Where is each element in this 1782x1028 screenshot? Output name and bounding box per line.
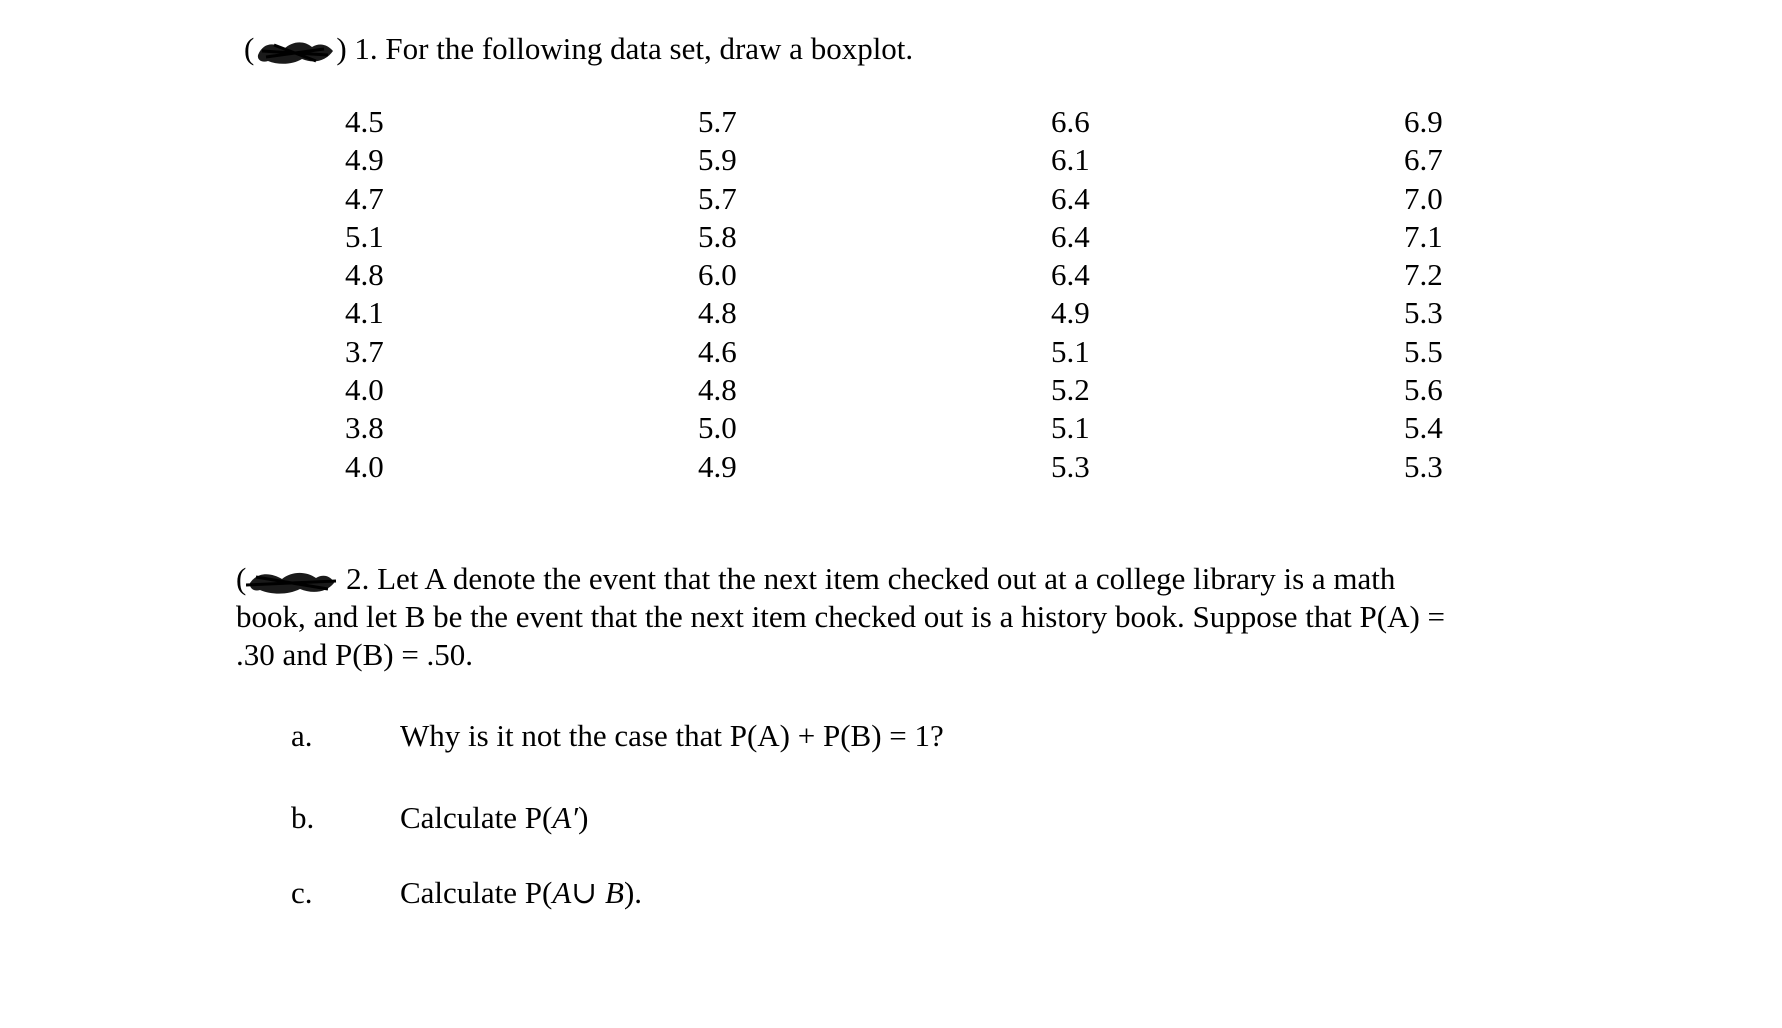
- data-column-3: [1051, 103, 1090, 486]
- data-value: 4.0: [345, 448, 384, 484]
- data-value: 6.4: [1051, 218, 1090, 254]
- open-paren: (: [244, 31, 255, 66]
- data-value: 7.0: [1404, 180, 1443, 216]
- data-value: 6.6: [1051, 104, 1090, 139]
- data-value: 5.0: [698, 410, 737, 446]
- question-1-heading: [244, 30, 913, 68]
- data-value: 7.1: [1404, 218, 1443, 254]
- question-2-line-1: [236, 560, 1546, 598]
- data-value: 5.1: [1051, 333, 1090, 369]
- part-c-text: [400, 874, 642, 912]
- data-value: 3.8: [345, 410, 384, 446]
- data-value: 5.8: [698, 218, 737, 254]
- data-value: 4.8: [345, 257, 384, 293]
- data-value: 5.1: [345, 218, 384, 254]
- data-value: 4.9: [698, 448, 737, 484]
- data-column-1: [345, 103, 384, 486]
- data-value: 4.9: [1051, 295, 1090, 331]
- data-value: 6.4: [1051, 257, 1090, 293]
- part-b-text: [400, 799, 588, 837]
- question-2-line-3: .30 and P(B) = .50.: [236, 637, 474, 672]
- data-value: 6.9: [1404, 104, 1443, 139]
- part-c-prefix: Calculate P(: [400, 875, 553, 910]
- data-value: 4.1: [345, 295, 384, 331]
- open-paren: (: [236, 561, 247, 596]
- part-c-label: c.: [291, 875, 313, 910]
- data-value: 4.9: [345, 142, 384, 178]
- data-value: 6.4: [1051, 180, 1090, 216]
- data-value: 5.5: [1404, 333, 1443, 369]
- redacted-points-scribble: [254, 37, 336, 67]
- close-paren: ): [336, 31, 347, 66]
- data-value: 6.7: [1404, 142, 1443, 178]
- data-value: 4.6: [698, 333, 737, 369]
- data-value: 4.0: [345, 372, 384, 408]
- redacted-points-scribble: [246, 567, 338, 597]
- part-b-label: b.: [291, 800, 315, 835]
- part-c-suffix: ).: [623, 875, 643, 910]
- data-value: 4.8: [698, 372, 737, 408]
- data-value: 4.8: [698, 295, 737, 331]
- data-value: 3.7: [345, 333, 384, 369]
- data-value: 5.6: [1404, 372, 1443, 408]
- data-column-4: [1404, 103, 1443, 486]
- data-column-2: [698, 103, 737, 486]
- data-value: 5.4: [1404, 410, 1443, 446]
- data-value: 4.5: [345, 104, 384, 139]
- data-value: 5.7: [698, 180, 737, 216]
- data-value: 5.1: [1051, 410, 1090, 446]
- question-2-paragraph: [236, 560, 1546, 674]
- data-value: 6.0: [698, 257, 737, 293]
- part-a-label: a.: [291, 718, 313, 753]
- data-value: 6.1: [1051, 142, 1090, 178]
- part-b-suffix: ): [578, 800, 589, 835]
- data-value: 5.2: [1051, 372, 1090, 408]
- data-value: 7.2: [1404, 257, 1443, 293]
- part-b-prefix: Calculate P(: [400, 800, 553, 835]
- data-value: 4.7: [345, 180, 384, 216]
- data-value: 5.3: [1404, 448, 1443, 484]
- data-value: 5.3: [1404, 295, 1443, 331]
- data-value: 5.7: [698, 104, 737, 139]
- part-a-text: Why is it not the case that P(A) + P(B) = 1?: [400, 718, 944, 753]
- part-b-math: A′: [552, 800, 579, 835]
- question-2-text-line-1: 2. Let A denote the event that the next item checked out at a college library is a math: [346, 561, 1396, 596]
- data-value: 5.3: [1051, 448, 1090, 484]
- data-value: 5.9: [698, 142, 737, 178]
- part-c-math: A∪ B: [552, 875, 624, 910]
- question-1-text: 1. For the following data set, draw a boxplot.: [354, 31, 914, 66]
- question-2-line-2: book, and let B be the event that the next item checked out is a history book. Suppose that P(A) =: [236, 599, 1446, 634]
